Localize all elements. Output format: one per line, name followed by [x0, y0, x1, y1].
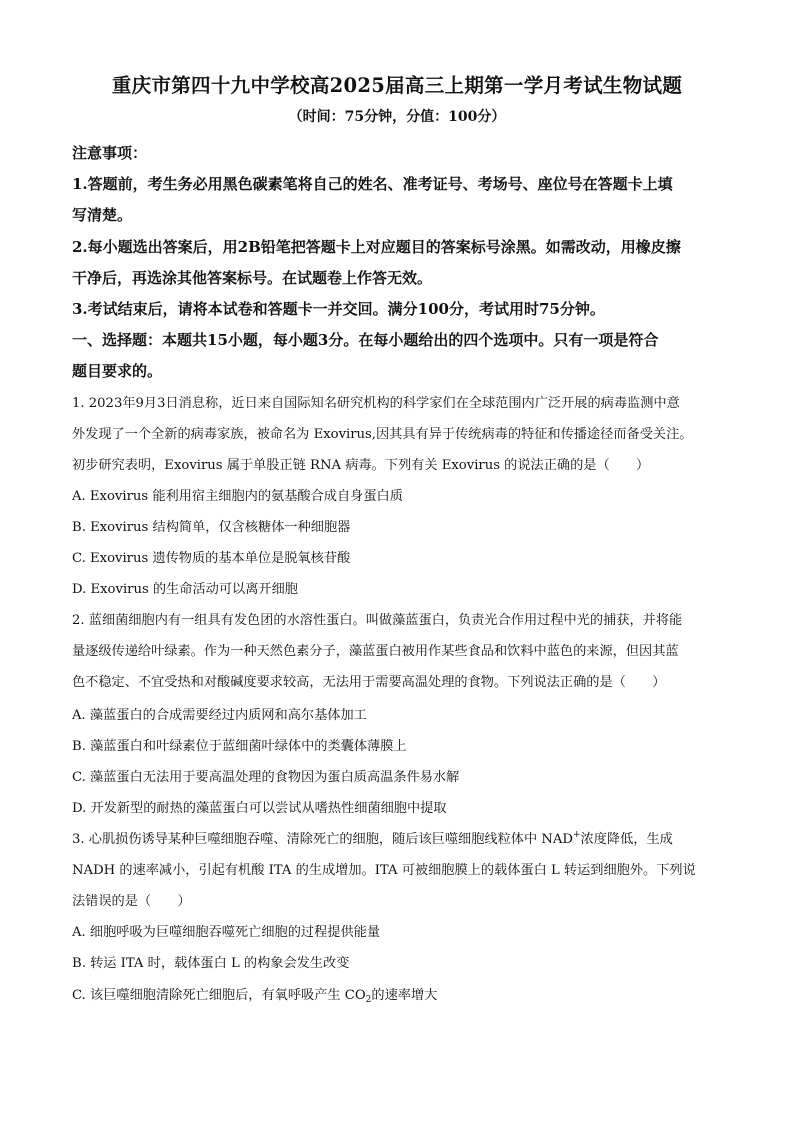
question-1-stem-line-2: 外发现了一个全新的病毒家族，被命名为 Exovirus,因其具有异于传统病毒的特征和传播途径而备受关注。: [72, 427, 693, 442]
question-3-stem-line-1: [72, 828, 732, 847]
question-1-option-c: C. Exovirus 遗传物质的基本单位是脱氧核苷酸: [72, 551, 351, 566]
subscript-2: 2: [365, 995, 372, 1005]
question-2-option-a: A. 藻蓝蛋白的合成需要经过内质网和高尔基体加工: [72, 708, 367, 723]
note-2-line-1: 2.每小题选出答案后，用2B铅笔把答题卡上对应题目的答案标号涂黑。如需改动，用橡皮擦: [72, 238, 681, 256]
question-3-stem-line-2: NADH 的速率减小，引起有机酸 ITA 的生成增加。ITA 可被细胞膜上的载体蛋白 L 转运到细胞外。下列说: [72, 863, 696, 878]
question-3-option-a: A. 细胞呼吸为巨噬细胞吞噬死亡细胞的过程提供能量: [72, 925, 381, 940]
question-1-option-d: D. Exovirus 的生命活动可以离开细胞: [72, 582, 298, 597]
question-3-option-c-main: C. 该巨噬细胞清除死亡细胞后，有氧呼吸产生 CO: [72, 988, 366, 1003]
note-2-line-2: 干净后，再选涂其他答案标号。在试题卷上作答无效。: [72, 269, 433, 287]
exam-title: 重庆市第四十九中学校高2025届高三上期第一学月考试生物试题: [111, 74, 683, 97]
question-2-option-d: D. 开发新型的耐热的藻蓝蛋白可以尝试从嗜热性细菌细胞中提取: [72, 801, 447, 816]
superscript-plus: +: [572, 830, 581, 840]
question-3-option-b: B. 转运 ITA 时，载体蛋白 L 的构象会发生改变: [72, 956, 350, 971]
question-2-stem-line-1: 2. 蓝细菌细胞内有一组具有发色团的水溶性蛋白。叫做藻蓝蛋白，负责光合作用过程中光的捕获，并将能: [72, 613, 683, 628]
question-3-option-c-tail: 的速率增大: [371, 988, 438, 1003]
question-3-stem-line-3: 法错误的是（ ）: [72, 894, 191, 909]
question-2-stem-line-3: 色不稳定、不宜受热和对酸碱度要求较高，无法用于需要高温处理的食物。下列说法正确的是（ ）: [72, 675, 666, 690]
question-1-option-a: A. Exovirus 能利用宿主细胞内的氨基酸合成自身蛋白质: [72, 489, 403, 504]
section-heading-line-1: 一、选择题：本题共15小题，每小题3分。在每小题给出的四个选项中。只有一项是符合: [72, 331, 659, 349]
question-2-option-c: C. 藻蓝蛋白无法用于要高温处理的食物因为蛋白质高温条件易水解: [72, 770, 460, 785]
section-heading-line-2: 题目要求的。: [72, 362, 163, 380]
note-1-line-1: 1.答题前，考生务必用黑色碳素笔将自己的姓名、准考证号、考场号、座位号在答题卡上填: [72, 175, 673, 193]
question-3-stem-line-1-main: 3. 心肌损伤诱导某种巨噬细胞吞噬、清除死亡的细胞，随后该巨噬细胞线粒体中 NAD: [72, 832, 573, 847]
note-3: 3.考试结束后，请将本试卷和答题卡一并交回。满分100分，考试用时75分钟。: [72, 300, 605, 318]
question-3-stem-line-1-tail: 浓度降低，生成: [580, 832, 673, 847]
notes-heading: 注意事项：: [72, 144, 148, 162]
question-3-option-c: [72, 984, 732, 1005]
question-1-stem-line-1: 1. 2023年9月3日消息称，近日来自国际知名研究机构的科学家们在全球范围内广泛开展的病毒监测中意: [72, 396, 680, 411]
exam-subtitle: （时间：75分钟，分值：100分）: [288, 109, 506, 125]
note-1-line-2: 写清楚。: [72, 206, 133, 224]
question-1-option-b: B. Exovirus 结构简单，仅含核糖体一种细胞器: [72, 520, 351, 535]
question-1-stem-line-3: 初步研究表明，Exovirus 属于单股正链 RNA 病毒。下列有关 Exovirus 的说法正确的是（ ）: [72, 458, 650, 473]
question-2-stem-line-2: 量逐级传递给叶绿素。作为一种天然色素分子，藻蓝蛋白被用作某些食品和饮料中蓝色的来源，但因其蓝: [72, 644, 679, 659]
question-2-option-b: B. 藻蓝蛋白和叶绿素位于蓝细菌叶绿体中的类囊体薄膜上: [72, 739, 407, 754]
